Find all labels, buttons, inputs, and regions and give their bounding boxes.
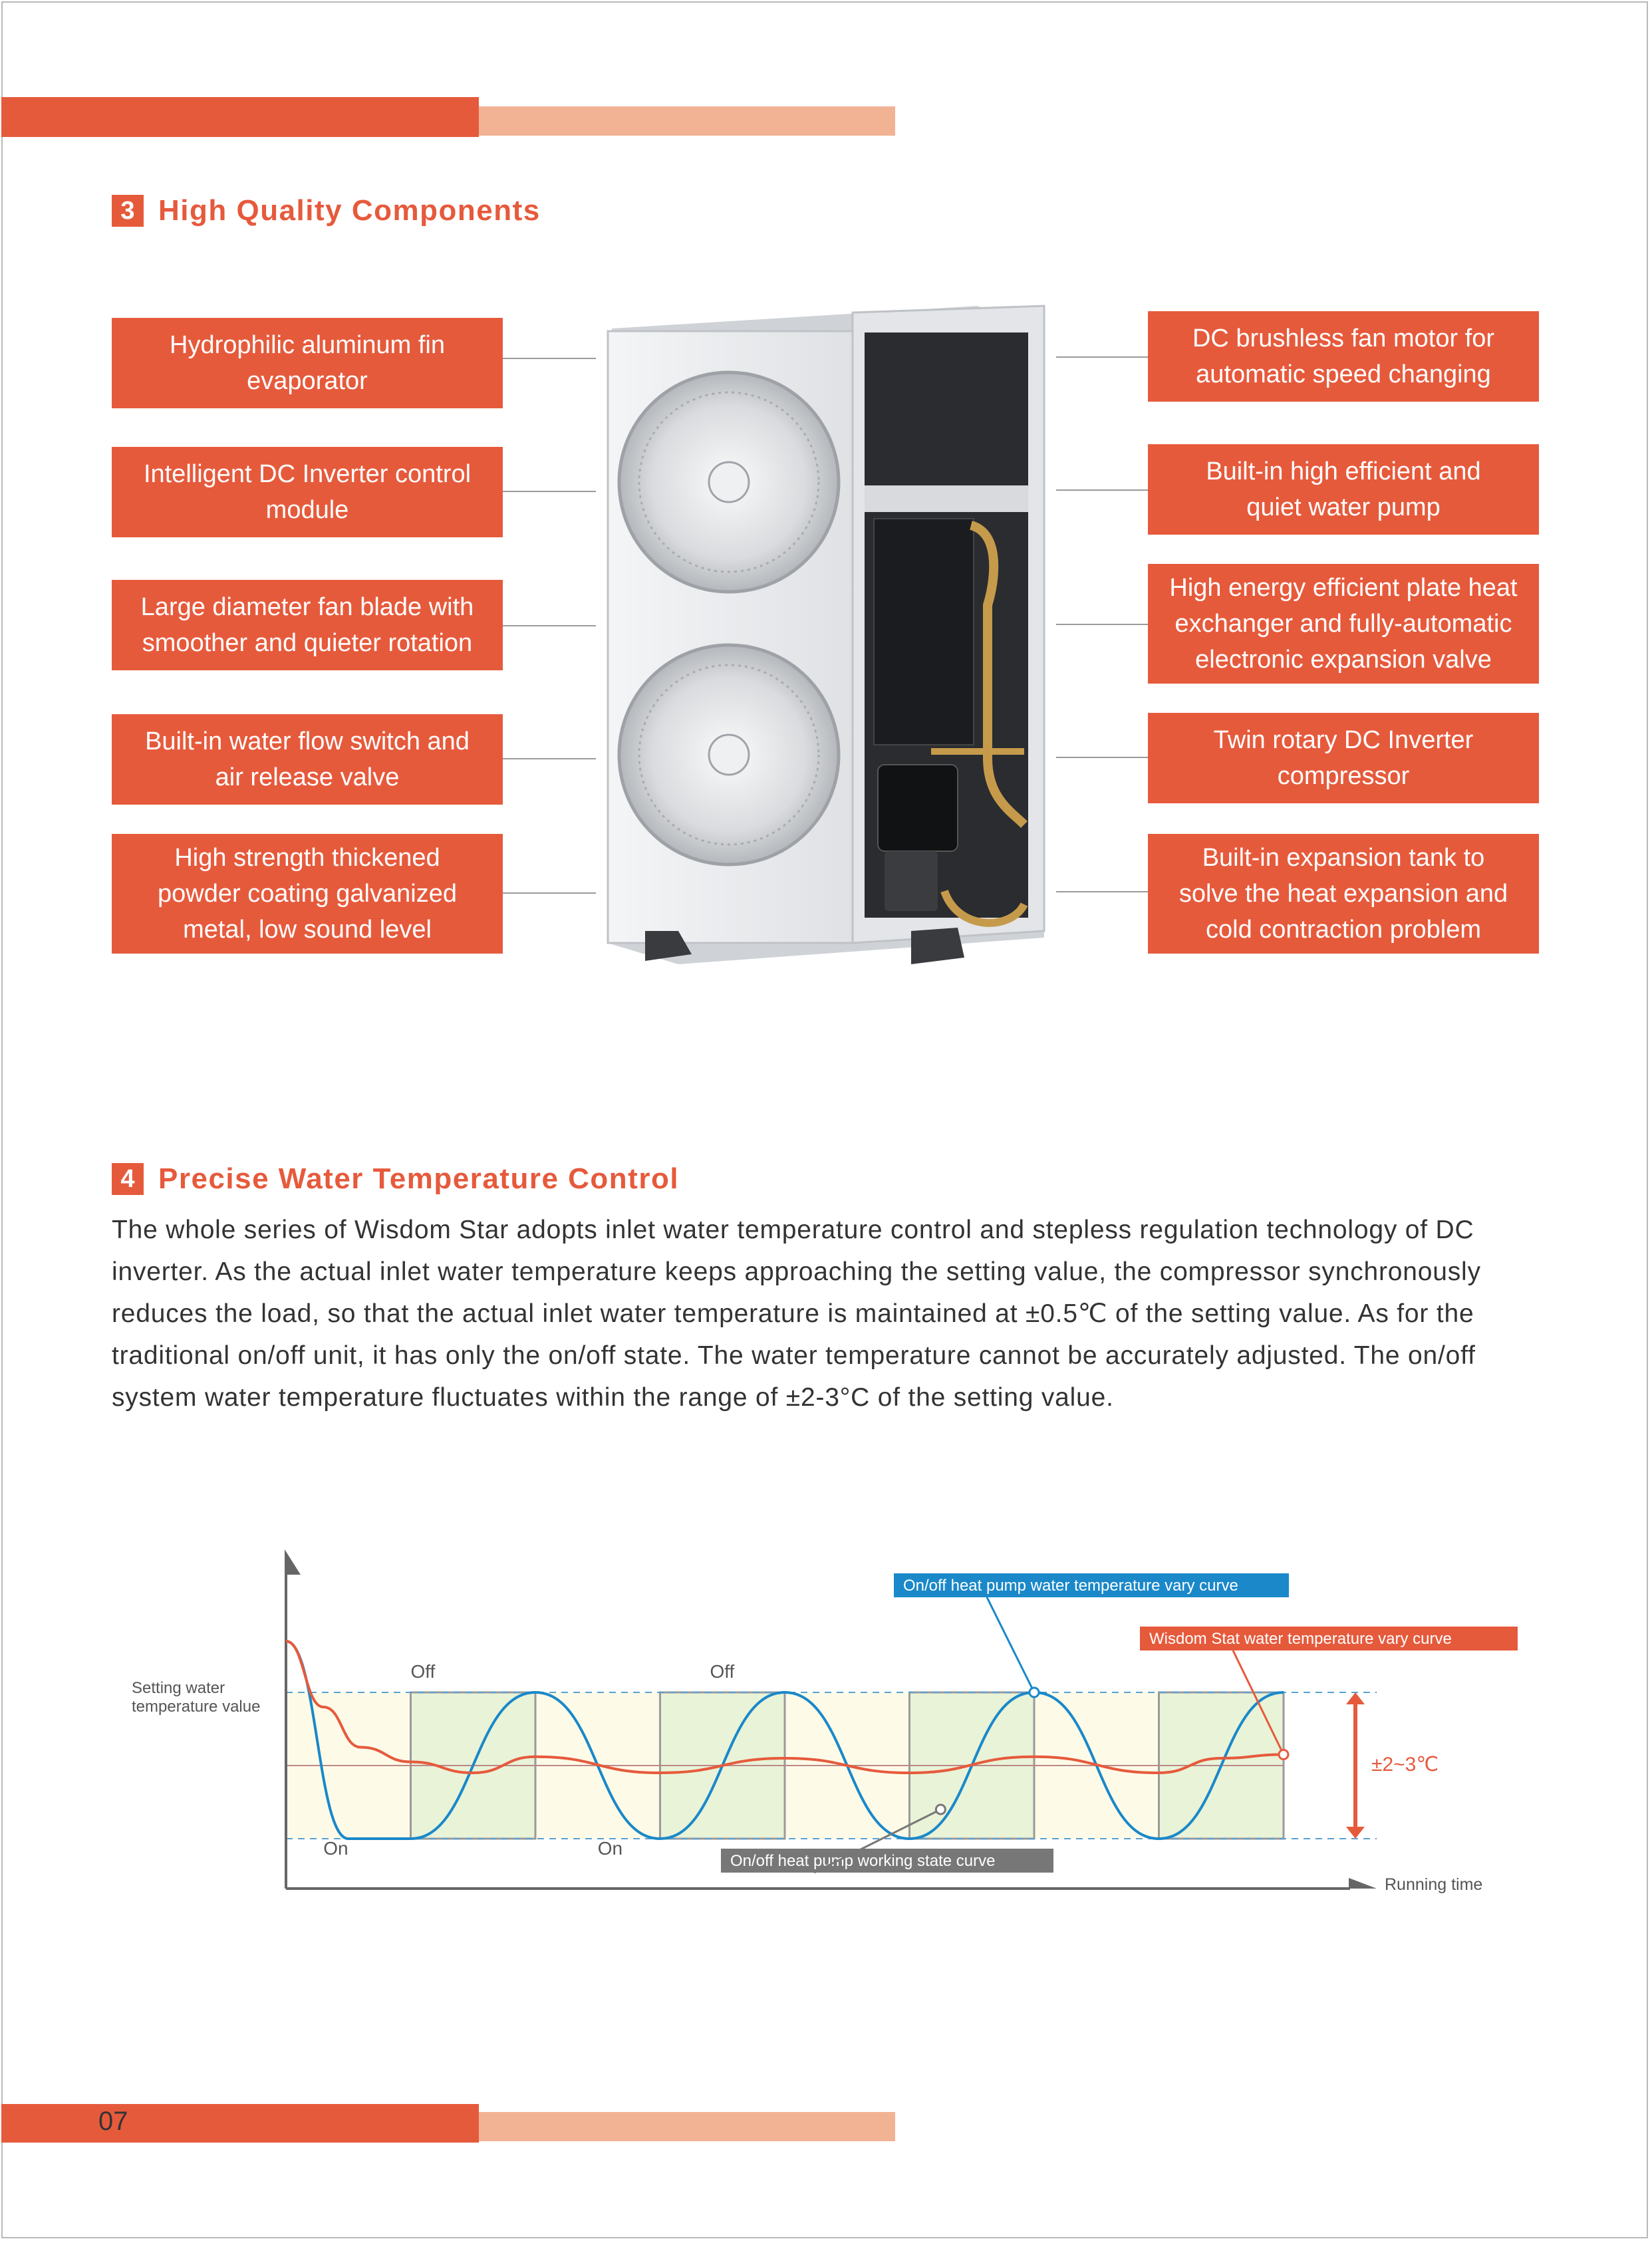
callout-leader-blue xyxy=(987,1597,1034,1692)
leader-line xyxy=(503,358,596,359)
callout-marker-blue xyxy=(1030,1688,1039,1697)
leader-line xyxy=(1056,356,1148,358)
page-number: 07 xyxy=(98,2107,128,2136)
callout-marker-red xyxy=(1279,1750,1288,1760)
label-water-pump: Built-in high efficient and quiet water pump xyxy=(1148,444,1539,535)
state-label: Off xyxy=(710,1661,735,1682)
bottom-bar-dark xyxy=(1,2104,479,2143)
leader-line xyxy=(503,758,596,759)
label-plate-heat-exchanger: High energy efficient plate heat exchanger and fully-automatic electronic expansion valve xyxy=(1148,564,1539,684)
top-bar-dark xyxy=(1,97,479,137)
callout-marker-gray xyxy=(936,1805,945,1814)
state-label: On xyxy=(323,1838,348,1859)
label-control-module: Intelligent DC Inverter control module xyxy=(112,447,503,537)
range-arrow-head xyxy=(1346,1692,1365,1704)
label-compressor: Twin rotary DC Inverter compressor xyxy=(1148,713,1539,803)
bottom-bar-light xyxy=(479,2112,895,2141)
water-temperature-chart xyxy=(120,1529,1556,1915)
section-4-number: 4 xyxy=(112,1163,144,1195)
callout-blue: On/off heat pump water temperature vary curve xyxy=(903,1577,1238,1595)
label-flow-switch: Built-in water flow switch and air release valve xyxy=(112,714,503,805)
range-arrow-head xyxy=(1346,1827,1365,1839)
leader-line xyxy=(503,892,596,894)
leader-line xyxy=(1056,757,1148,758)
top-bar-light xyxy=(479,106,895,136)
setting-label-line2: temperature value xyxy=(132,1698,261,1716)
label-evaporator: Hydrophilic aluminum fin evaporator xyxy=(112,318,503,408)
callout-gray: On/off heat pump working state curve xyxy=(730,1852,996,1870)
leader-line xyxy=(1056,489,1148,491)
leader-line xyxy=(1056,624,1148,625)
state-label: Off xyxy=(410,1661,436,1682)
section-4-heading xyxy=(112,1162,679,1196)
y-axis-arrow xyxy=(285,1549,301,1575)
section-4-title: Precise Water Temperature Control xyxy=(158,1162,680,1195)
leader-line xyxy=(1056,891,1148,892)
setting-label-line1: Setting water xyxy=(132,1679,225,1697)
label-powder-coating: High strength thickened powder coating galvanized metal, low sound level xyxy=(112,834,503,954)
state-label: On xyxy=(597,1838,623,1859)
heat-pump-unit-illustration xyxy=(599,293,1051,971)
label-fan-blade: Large diameter fan blade with smoother and quieter rotation xyxy=(112,580,503,670)
section-3-title: High Quality Components xyxy=(158,194,541,227)
leader-line xyxy=(503,491,596,492)
x-axis-label: Running time xyxy=(1385,1875,1483,1894)
callout-red: Wisdom Stat water temperature vary curve xyxy=(1149,1630,1452,1648)
range-label: ±2~3℃ xyxy=(1371,1754,1439,1776)
leader-line xyxy=(503,625,596,626)
x-axis-arrow xyxy=(1349,1878,1377,1889)
section-3-number: 3 xyxy=(112,195,144,227)
section-3-heading xyxy=(112,194,541,227)
label-expansion-tank: Built-in expansion tank to solve the heat expansion and cold contraction problem xyxy=(1148,834,1539,954)
label-fan-motor: DC brushless fan motor for automatic speed changing xyxy=(1148,311,1539,402)
section-4-paragraph: The whole series of Wisdom Star adopts inlet water temperature control and stepless regulation technology of DC inverter. As the actual inlet water temperature keeps approaching the setting value, the compressor synchronously reduces the load, so that the actual inlet water temperature is maintained at ±0.5℃ of the setting value. As for the traditional on/off unit, it has only the on/off state. The water temperature cannot be accurately adjusted. The on/off system water temperature fluctuates within the range of ±2-3°C of the setting value. xyxy=(112,1216,1481,1412)
